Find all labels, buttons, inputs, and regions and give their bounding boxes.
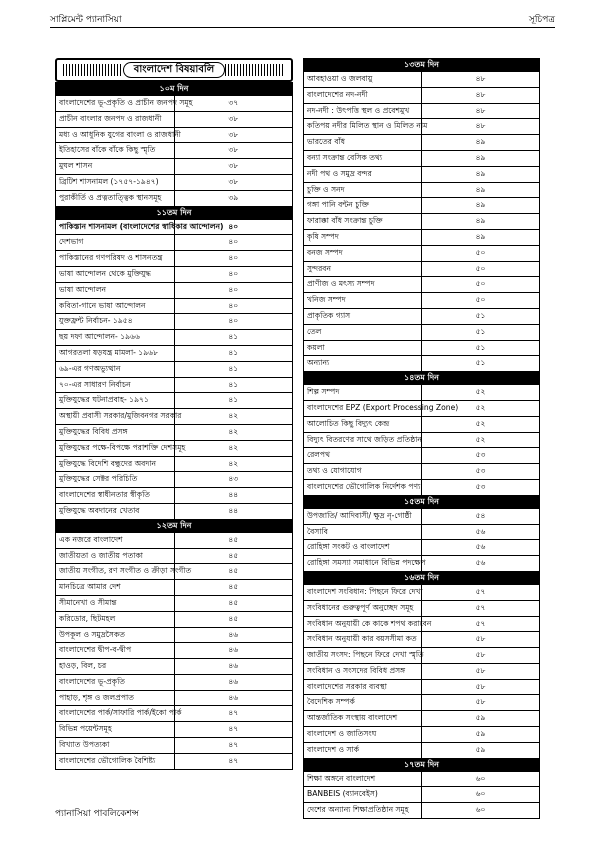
toc-entry[interactable] — [304, 508, 540, 524]
toc-entry[interactable] — [304, 679, 540, 695]
toc-entry[interactable] — [304, 308, 540, 324]
toc-entry[interactable] — [304, 261, 540, 277]
toc-entry-title: দেশভাগ — [56, 235, 175, 251]
toc-entry-page: ৫২ — [422, 385, 540, 401]
publisher-footer: প্যানাসিয়া পাবলিকেশন্স — [55, 809, 139, 819]
toc-entry-title: বাংলাদেশের ভৌগোলিক নির্দেশক পণ্য — [304, 479, 422, 495]
toc-entry[interactable] — [56, 314, 293, 330]
toc-entry-title: পুরাকীর্তি ও প্রত্নতাত্ত্বিক স্থানসমূহ — [56, 190, 175, 206]
toc-entry-title: হাওড়, বিল, চর — [56, 659, 175, 675]
toc-entry[interactable] — [304, 135, 540, 151]
running-header-right: সূচিপত্র — [528, 15, 555, 25]
toc-entry-page: ৫১ — [422, 308, 540, 324]
toc-entry-page: ৪১ — [174, 377, 293, 393]
section-banner — [55, 58, 293, 82]
toc-entry-title: বাংলাদেশ ও জাতিসংঘ — [304, 727, 422, 743]
toc-entry-page: ৬০ — [422, 771, 540, 787]
toc-entry-page: ৩৮ — [174, 127, 293, 143]
toc-entry[interactable] — [56, 111, 293, 127]
toc-entry-title: উপজাতি/ আদিবাসী/ ক্ষুদ্র নৃ-গোষ্ঠী — [304, 508, 422, 524]
toc-entry-title: ভাষা আন্দোলন — [56, 282, 175, 298]
toc-entry[interactable] — [56, 643, 293, 659]
toc-entry-page: ৪৮ — [422, 103, 540, 119]
toc-entry-page: ৫২ — [422, 416, 540, 432]
toc-entry[interactable] — [56, 611, 293, 627]
toc-entry[interactable] — [304, 400, 540, 416]
toc-entry[interactable] — [304, 432, 540, 448]
toc-entry-title: মানচিত্রে আমার দেশ — [56, 580, 175, 596]
toc-entry-title: উপকূল ও সমুদ্রসৈকত — [56, 627, 175, 643]
toc-entry-page: ৪৬ — [174, 674, 293, 690]
toc-entry-page: ৪৬ — [174, 643, 293, 659]
toc-entry-title: বন্যা সংক্রান্ত বেসিক তথ্য — [304, 150, 422, 166]
toc-entry[interactable] — [304, 648, 540, 664]
toc-entry[interactable] — [304, 245, 540, 261]
toc-entry[interactable] — [56, 440, 293, 456]
day-heading-label: ১৫তম দিন — [304, 495, 540, 508]
toc-entry-page: ৫১ — [422, 324, 540, 340]
toc-entry[interactable] — [304, 182, 540, 198]
toc-entry-page: ৩৭ — [174, 96, 293, 112]
toc-entry-page: ৪১ — [174, 361, 293, 377]
toc-entry[interactable] — [304, 324, 540, 340]
toc-entry-page: ৫০ — [422, 293, 540, 309]
toc-entry-title: পাকিস্তান শাসনামল (বাংলাদেশের স্বাধিকার আন্দোলন) — [56, 219, 175, 235]
toc-entry[interactable] — [56, 143, 293, 159]
toc-entry-page: ৪৭ — [174, 706, 293, 722]
toc-entry[interactable] — [304, 214, 540, 230]
day-heading-label: ১০ম দিন — [56, 83, 293, 96]
toc-entry-page: ৫৮ — [422, 679, 540, 695]
day-heading — [56, 83, 293, 96]
toc-entry-page: ৫২ — [422, 400, 540, 416]
toc-entry[interactable] — [304, 229, 540, 245]
toc-entry[interactable] — [304, 771, 540, 787]
toc-entry[interactable] — [304, 198, 540, 214]
toc-entry-page: ৪৫ — [174, 532, 293, 548]
toc-entry-title: আবহাওয়া ও জলবায়ু — [304, 72, 422, 88]
toc-entry-page: ৫৭ — [422, 584, 540, 600]
toc-entry-title: অন্যান্য — [304, 356, 422, 372]
toc-entry-page: ৩৮ — [174, 174, 293, 190]
toc-entry-page: ৪৫ — [174, 548, 293, 564]
toc-entry[interactable] — [56, 345, 293, 361]
toc-entry-page: ৫৬ — [422, 556, 540, 572]
toc-entry-title: মুক্তিযুদ্ধের পক্ষে-বিপক্ষে পরাশক্তি দেশসমূহ — [56, 440, 175, 456]
toc-entry-page: ৪৯ — [422, 214, 540, 230]
banner-title: বাংলাদেশ বিষয়াবলি — [123, 62, 225, 78]
toc-entry-title: আগরতলা ষড়যন্ত্র মামলা- ১৯৬৮ — [56, 345, 175, 361]
toc-entry-title: খনিজ সম্পদ — [304, 293, 422, 309]
toc-entry-title: রেলপথ — [304, 448, 422, 464]
toc-entry-title: ভারতের বাঁধ — [304, 135, 422, 151]
toc-entry[interactable] — [304, 479, 540, 495]
toc-entry[interactable] — [304, 540, 540, 556]
toc-entry[interactable] — [304, 293, 540, 309]
toc-entry-title: কয়লা — [304, 340, 422, 356]
toc-entry-title: রোহিঙ্গা সংকট ও বাংলাদেশ — [304, 540, 422, 556]
toc-entry[interactable] — [304, 150, 540, 166]
toc-entry-page: ৪৯ — [422, 198, 540, 214]
toc-entry-page: ৪৪ — [174, 488, 293, 504]
toc-entry[interactable] — [304, 166, 540, 182]
toc-entry[interactable] — [304, 72, 540, 88]
toc-entry-page: ৪৮ — [422, 119, 540, 135]
toc-entry-page: ৫৪ — [422, 508, 540, 524]
toc-entry-page: ৫০ — [422, 245, 540, 261]
toc-entry-page: ৫৮ — [422, 648, 540, 664]
toc-entry-page: ৪৮ — [422, 87, 540, 103]
toc-entry-title: শিল্প সম্পদ — [304, 385, 422, 401]
toc-entry-title: মুক্তিযুদ্ধের ঘটনাপ্রবাহ- ১৯৭১ — [56, 393, 175, 409]
toc-entry-page: ৪৭ — [174, 753, 293, 769]
toc-entry-page: ৪৬ — [174, 659, 293, 675]
toc-entry-page: ৫৬ — [422, 524, 540, 540]
toc-entry-page: ৪৯ — [422, 229, 540, 245]
toc-entry[interactable] — [304, 385, 540, 401]
toc-entry-page: ৫৯ — [422, 742, 540, 758]
toc-entry-page: ৪২ — [174, 409, 293, 425]
toc-entry-title: ব্রিটিশ শাসনামল (১৭৫৭-১৯৪৭) — [56, 174, 175, 190]
toc-entry-title: ফারাক্কা বাঁধ সংক্রান্ত চুক্তি — [304, 214, 422, 230]
toc-entry-title: অস্থায়ী প্রবাসী সরকার/মুজিবনগর সরকার — [56, 409, 175, 425]
toc-entry-page: ৩৮ — [174, 111, 293, 127]
toc-entry-page: ৪২ — [174, 456, 293, 472]
banner-stripe-right — [225, 64, 285, 76]
toc-entry[interactable] — [56, 377, 293, 393]
day-heading-label: ১৩তম দিন — [304, 59, 540, 72]
toc-entry[interactable] — [56, 251, 293, 267]
toc-entry[interactable] — [56, 548, 293, 564]
toc-entry-page: ৪৬ — [174, 627, 293, 643]
toc-entry[interactable] — [304, 600, 540, 616]
toc-entry[interactable] — [304, 663, 540, 679]
toc-entry-title: বনজ সম্পদ — [304, 245, 422, 261]
toc-entry-page: ৩৯ — [174, 190, 293, 206]
header-rule — [50, 27, 555, 28]
toc-entry[interactable] — [56, 580, 293, 596]
toc-entry-title: কৃষি সম্পদ — [304, 229, 422, 245]
toc-entry-title: আন্তর্জাতিক সংস্থায় বাংলাদেশ — [304, 711, 422, 727]
toc-entry[interactable] — [56, 722, 293, 738]
toc-entry-title: বিদ্যুৎ বিতরণের সাথে জড়িত প্রতিষ্ঠান — [304, 432, 422, 448]
toc-entry-page: ৪৬ — [174, 690, 293, 706]
day-heading — [304, 758, 540, 771]
toc-entry[interactable] — [304, 416, 540, 432]
toc-entry-page: ৫২ — [422, 432, 540, 448]
toc-entry-page: ৫৮ — [422, 632, 540, 648]
toc-entry-title: আলোচিত কিছু বিদ্যুৎ কেন্দ্র — [304, 416, 422, 432]
toc-entry-title: চুক্তি ও সনদ — [304, 182, 422, 198]
toc-entry-page: ৪০ — [174, 219, 293, 235]
day-heading-label: ১৬তম দিন — [304, 571, 540, 584]
toc-entry-page: ৫৯ — [422, 727, 540, 743]
toc-entry[interactable] — [56, 235, 293, 251]
toc-entry[interactable] — [56, 674, 293, 690]
day-heading — [56, 206, 293, 219]
toc-entry-title: প্রাকৃতিক গ্যাস — [304, 308, 422, 324]
toc-entry[interactable] — [304, 711, 540, 727]
toc-entry[interactable] — [304, 524, 540, 540]
toc-entry-page: ৬০ — [422, 803, 540, 819]
toc-entry[interactable] — [304, 464, 540, 480]
toc-entry[interactable] — [304, 632, 540, 648]
toc-entry[interactable] — [304, 616, 540, 632]
toc-entry-page: ৪০ — [174, 251, 293, 267]
toc-entry-title: পাকিস্তানের গণপরিষদ ও শাসনতন্ত্র — [56, 251, 175, 267]
toc-entry[interactable] — [56, 393, 293, 409]
toc-entry-title: পাহাড়, শৃঙ্গ ও জলপ্রপাত — [56, 690, 175, 706]
toc-entry[interactable] — [304, 277, 540, 293]
toc-entry[interactable] — [56, 330, 293, 346]
toc-entry-page: ৪৯ — [422, 182, 540, 198]
toc-entry-title: জাতীয়তা ও জাতীয় পতাকা — [56, 548, 175, 564]
toc-entry-title: বাংলাদেশের দ্বীপ-ব-দ্বীপ — [56, 643, 175, 659]
toc-entry-page: ৪৭ — [174, 738, 293, 754]
toc-entry-title: বাংলাদেশের EPZ (Export Processing Zone) — [304, 400, 422, 416]
toc-entry-page: ৪০ — [174, 282, 293, 298]
toc-entry-page: ৪৭ — [174, 722, 293, 738]
toc-entry-title: সংবিধানের গুরুত্বপূর্ণ অনুচ্ছেদ সমূহ — [304, 600, 422, 616]
toc-entry-page: ৫৭ — [422, 600, 540, 616]
toc-entry-title: বিভিন্ন পয়েন্টসমূহ — [56, 722, 175, 738]
toc-entry[interactable] — [304, 695, 540, 711]
toc-entry-title: ইতিহাসের বাঁকে বাঁকে কিছু স্মৃতি — [56, 143, 175, 159]
toc-entry[interactable] — [304, 742, 540, 758]
toc-entry-page: ৪৫ — [174, 595, 293, 611]
toc-entry-title: প্রাচীন বাংলার জনপদ ও রাজধানী — [56, 111, 175, 127]
toc-entry[interactable] — [304, 803, 540, 819]
toc-entry[interactable] — [56, 174, 293, 190]
toc-entry-page: ৪১ — [174, 345, 293, 361]
toc-entry-title: বাংলাদেশের পার্ক/সাফারি পার্ক/ইকো পার্ক — [56, 706, 175, 722]
toc-entry-title: সংবিধান ও সংসদের বিবিধ প্রসঙ্গ — [304, 663, 422, 679]
toc-entry-page: ৪০ — [174, 298, 293, 314]
toc-entry-title: মুক্তিযুদ্ধে বিদেশি বন্ধুদের অবদান — [56, 456, 175, 472]
toc-entry-page: ৫৬ — [422, 540, 540, 556]
toc-entry-page: ৪৮ — [422, 72, 540, 88]
toc-entry[interactable] — [56, 564, 293, 580]
toc-entry[interactable] — [56, 595, 293, 611]
toc-entry-page: ৫৩ — [422, 479, 540, 495]
toc-entry-title: ৭০-এর সাধারণ নির্বাচন — [56, 377, 175, 393]
toc-entry-title: মুক্তিযুদ্ধের সেক্টর পরিচিতি — [56, 472, 175, 488]
toc-entry-title: দেশের অন্যান্য শিক্ষাপ্রতিষ্ঠান সমূহ — [304, 803, 422, 819]
toc-entry-page: ৩৮ — [174, 143, 293, 159]
toc-entry-title: গঙ্গা পানি বন্টন চুক্তি — [304, 198, 422, 214]
toc-entry[interactable] — [56, 456, 293, 472]
toc-entry-title: এক নজরে বাংলাদেশ — [56, 532, 175, 548]
toc-entry-title: সীমানেখা ও সীমান্ত — [56, 595, 175, 611]
toc-entry-page: ৪৫ — [174, 611, 293, 627]
toc-entry[interactable] — [56, 298, 293, 314]
day-heading — [56, 519, 293, 532]
toc-entry-title: মুক্তিযুদ্ধের বিবিধ প্রসঙ্গ — [56, 424, 175, 440]
toc-entry-title: প্রাণীজ ও মৎস্য সম্পদ — [304, 277, 422, 293]
toc-entry[interactable] — [56, 627, 293, 643]
toc-entry-page: ৪২ — [174, 440, 293, 456]
toc-entry[interactable] — [304, 448, 540, 464]
toc-entry-page: ৪১ — [174, 393, 293, 409]
toc-entry-title: জাতীয় সংসদ: পিছনে ফিরে দেখা স্মৃতি — [304, 648, 422, 664]
toc-right-column — [303, 58, 540, 819]
toc-entry-title: বাংলাদেশের সরকার ব্যবস্থা — [304, 679, 422, 695]
toc-entry[interactable] — [56, 159, 293, 175]
toc-entry-title: বাংলাদেশ সংবিধান: পিছনে ফিরে দেখা — [304, 584, 422, 600]
toc-entry-page: ৫১ — [422, 340, 540, 356]
toc-entry-page: ৪০ — [174, 235, 293, 251]
toc-entry[interactable] — [304, 787, 540, 803]
toc-entry[interactable] — [304, 584, 540, 600]
toc-entry-title: তথ্য ও যোগাযোগ — [304, 464, 422, 480]
toc-entry[interactable] — [56, 96, 293, 112]
toc-entry-title: নদ-নদী : উৎপত্তি স্থল ও প্রবেশমুখ — [304, 103, 422, 119]
toc-entry[interactable] — [56, 472, 293, 488]
toc-entry-page: ৩৮ — [174, 159, 293, 175]
toc-entry[interactable] — [56, 738, 293, 754]
toc-entry-page: ৪৪ — [174, 503, 293, 519]
toc-entry-title: শিক্ষা অঙ্গনে বাংলাদেশ — [304, 771, 422, 787]
toc-entry-title: মধ্য ও আধুনিক যুগের বাংলা ও রাজধানী — [56, 127, 175, 143]
toc-entry-title: সংবিধান অনুযায়ী কার বয়সসীমা কত — [304, 632, 422, 648]
toc-entry-title: BANBEIS (ব্যানবেইস) — [304, 787, 422, 803]
toc-entry-page: ৪৫ — [174, 564, 293, 580]
toc-entry[interactable] — [304, 727, 540, 743]
toc-entry-title: কতিপয় নদীর মিলিত স্থান ও মিলিত নাম — [304, 119, 422, 135]
toc-left-column — [55, 58, 293, 770]
toc-entry[interactable] — [304, 87, 540, 103]
toc-entry-title: বাংলাদেশের ভূ-প্রকৃতি — [56, 674, 175, 690]
toc-entry-page: ৪৯ — [422, 135, 540, 151]
toc-entry-title: মুঘল শাসন — [56, 159, 175, 175]
toc-entry-page: ৫৩ — [422, 464, 540, 480]
running-header-left: সাপ্লিমেন্ট প্যানাসিয়া — [50, 15, 122, 25]
toc-entry-page: ৬০ — [422, 787, 540, 803]
toc-entry-page: ৫৭ — [422, 616, 540, 632]
toc-entry-page: ৪৩ — [174, 472, 293, 488]
toc-entry-page: ৫০ — [422, 277, 540, 293]
toc-entry[interactable] — [304, 103, 540, 119]
toc-entry-page: ৪০ — [174, 314, 293, 330]
day-heading-label: ১৪তম দিন — [304, 372, 540, 385]
toc-entry-title: বাংলাদেশের ভূ-প্রকৃতি ও প্রাচীন জনপদ সমূহ — [56, 96, 175, 112]
toc-entry-title: নদী পথ ও সমুদ্র বন্দর — [304, 166, 422, 182]
toc-entry[interactable] — [304, 356, 540, 372]
day-heading — [304, 571, 540, 584]
toc-entry-title: বাংলাদেশের ভৌগোলিক বৈশিষ্ট্য — [56, 753, 175, 769]
toc-entry[interactable] — [56, 282, 293, 298]
toc-entry-title: বৈসাবি — [304, 524, 422, 540]
toc-entry-title: বাংলাদেশ ও সার্ক — [304, 742, 422, 758]
toc-entry-page: ৪৯ — [422, 150, 540, 166]
day-heading — [304, 495, 540, 508]
banner-stripe-left — [63, 64, 123, 76]
toc-entry-page: ৫৯ — [422, 711, 540, 727]
toc-entry-page: ৫৮ — [422, 695, 540, 711]
toc-entry-page: ৫১ — [422, 356, 540, 372]
toc-entry-page: ৫০ — [422, 261, 540, 277]
day-heading-label: ১২তম দিন — [56, 519, 293, 532]
toc-entry[interactable] — [56, 266, 293, 282]
toc-entry[interactable] — [56, 219, 293, 235]
toc-table-left — [55, 82, 293, 770]
toc-entry[interactable] — [56, 361, 293, 377]
toc-entry[interactable] — [56, 424, 293, 440]
day-heading-label: ১১তম দিন — [56, 206, 293, 219]
day-heading — [304, 59, 540, 72]
toc-entry[interactable] — [304, 119, 540, 135]
toc-entry[interactable] — [56, 753, 293, 769]
day-heading-label: ১৭তম দিন — [304, 758, 540, 771]
toc-entry[interactable] — [56, 503, 293, 519]
toc-entry-title: সুন্দরবন — [304, 261, 422, 277]
toc-entry-title: ভাষা আন্দোলন থেকে মুক্তিযুদ্ধ — [56, 266, 175, 282]
toc-entry-title: কবিতা-গানে ভাষা আন্দোলন — [56, 298, 175, 314]
toc-entry-title: যুক্তফ্রন্ট নির্বাচন- ১৯৫৪ — [56, 314, 175, 330]
toc-entry-title: জাতীয় সংগীত, রণ সংগীত ও ক্রীড়া সংগীত — [56, 564, 175, 580]
toc-entry-title: বৈদেশিক সম্পর্ক — [304, 695, 422, 711]
toc-entry[interactable] — [56, 488, 293, 504]
toc-entry[interactable] — [56, 706, 293, 722]
toc-entry[interactable] — [56, 127, 293, 143]
toc-entry[interactable] — [56, 190, 293, 206]
toc-entry-title: বিখ্যাত উপত্যকা — [56, 738, 175, 754]
toc-entry-title: ৬৯-এর গণঅভ্যুত্থান — [56, 361, 175, 377]
toc-entry[interactable] — [56, 532, 293, 548]
toc-entry[interactable] — [304, 340, 540, 356]
toc-table-right — [303, 58, 540, 819]
toc-entry-title: ছয় দফা আন্দোলন- ১৯৬৬ — [56, 330, 175, 346]
toc-entry[interactable] — [304, 556, 540, 572]
day-heading — [304, 372, 540, 385]
toc-entry-page: ৪২ — [174, 424, 293, 440]
toc-entry-title: বাংলাদেশের নদ-নদী — [304, 87, 422, 103]
toc-entry-title: সংবিধান অনুযায়ী কে কাকে শপথ করাবেন — [304, 616, 422, 632]
toc-entry-page: ৪৯ — [422, 166, 540, 182]
toc-entry[interactable] — [56, 409, 293, 425]
toc-entry-title: রোহিঙ্গা সমস্যা সমাধানে বিভিন্ন পদক্ষেপ — [304, 556, 422, 572]
toc-entry-page: ৪১ — [174, 330, 293, 346]
toc-entry-title: মুক্তিযুদ্ধে অবদানের খেতাব — [56, 503, 175, 519]
toc-entry-page: ৪৫ — [174, 580, 293, 596]
toc-entry[interactable] — [56, 659, 293, 675]
toc-entry[interactable] — [56, 690, 293, 706]
toc-entry-page: ৫৮ — [422, 663, 540, 679]
toc-entry-title: করিডোর, ছিটমহল — [56, 611, 175, 627]
toc-entry-page: ৫৩ — [422, 448, 540, 464]
toc-entry-title: বাংলাদেশের স্বাধীনতার স্বীকৃতি — [56, 488, 175, 504]
toc-entry-title: তেল — [304, 324, 422, 340]
toc-entry-page: ৪০ — [174, 266, 293, 282]
